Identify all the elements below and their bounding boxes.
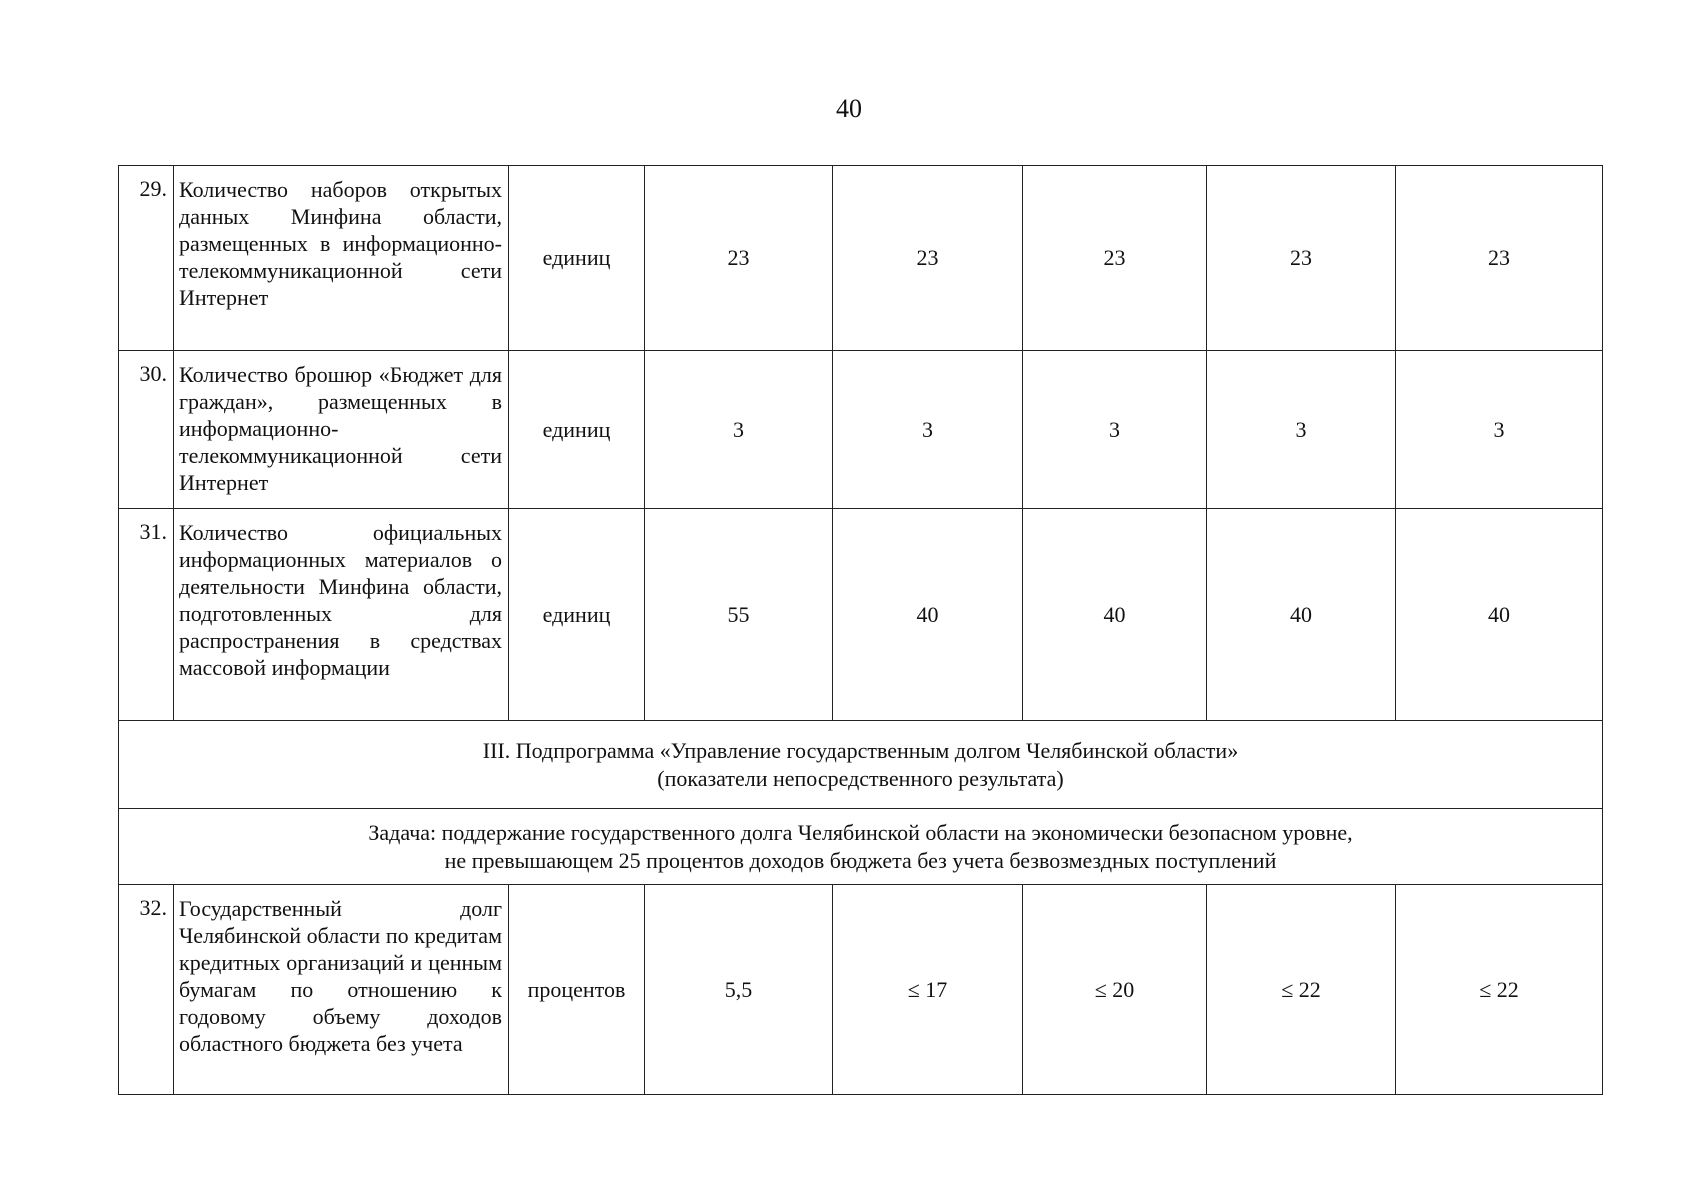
- value-cell: ≤ 20: [1023, 885, 1207, 1095]
- value-cell: 40: [1023, 509, 1207, 721]
- row-number: 31.: [119, 509, 174, 721]
- value-cell: 55: [645, 509, 833, 721]
- table-row: [119, 509, 1603, 721]
- value-cell: 40: [1207, 509, 1396, 721]
- value-cell: 23: [1396, 166, 1603, 351]
- unit-cell: процентов: [509, 885, 645, 1095]
- task-row: [119, 809, 1603, 885]
- value-cell: 23: [1207, 166, 1396, 351]
- value-cell: 40: [833, 509, 1023, 721]
- table-row: [119, 351, 1603, 509]
- table-row: [119, 166, 1603, 351]
- subprogram-title: III. Подпрограмма «Управление государственным долгом Челябинской области»: [482, 737, 1239, 763]
- value-cell: ≤ 22: [1207, 885, 1396, 1095]
- value-cell: ≤ 17: [833, 885, 1023, 1095]
- value-cell: 3: [1207, 351, 1396, 509]
- unit-cell: единиц: [509, 509, 645, 721]
- value-cell: 3: [1396, 351, 1603, 509]
- subprogram-subtitle: (показатели непосредственного результата): [657, 765, 1064, 791]
- row-number: 30.: [119, 351, 174, 509]
- page-number: 40: [836, 94, 862, 123]
- subprogram-heading: [119, 721, 1603, 809]
- value-cell: 3: [833, 351, 1023, 509]
- value-cell: 3: [645, 351, 833, 509]
- indicators-table: [118, 165, 1603, 1095]
- value-cell: 23: [1023, 166, 1207, 351]
- row-number: 32.: [119, 885, 174, 1095]
- task-heading: [119, 809, 1603, 885]
- indicator-name: Количество брошюр «Бюджет для граждан», размещенных в информационно-телекоммуникационной сети Интернет: [174, 351, 509, 509]
- value-cell: 3: [1023, 351, 1207, 509]
- indicator-name: Количество официальных информационных материалов о деятельности Минфина области, подготовленных для распространения в средствах массовой информации: [174, 509, 509, 721]
- subprogram-row: [119, 721, 1603, 809]
- unit-cell: единиц: [509, 351, 645, 509]
- unit-cell: единиц: [509, 166, 645, 351]
- value-cell: ≤ 22: [1396, 885, 1603, 1095]
- indicator-name: Количество наборов открытых данных Минфина области, размещенных в информационно-телекоммуникационной сети Интернет: [174, 166, 509, 351]
- task-line-1: Задача: поддержание государственного долга Челябинской области на экономически безопасном уровне,: [368, 819, 1353, 845]
- task-line-2: не превышающем 25 процентов доходов бюджета без учета безвозмездных поступлений: [444, 847, 1277, 873]
- indicator-name: Государственный долг Челябинской области по кредитам кредитных организаций и ценным бумагам по отношению к годовому объему доходов областного бюджета без учета: [174, 885, 509, 1095]
- table-row: [119, 885, 1603, 1095]
- row-number: 29.: [119, 166, 174, 351]
- value-cell: 23: [833, 166, 1023, 351]
- value-cell: 23: [645, 166, 833, 351]
- value-cell: 5,5: [645, 885, 833, 1095]
- value-cell: 40: [1396, 509, 1603, 721]
